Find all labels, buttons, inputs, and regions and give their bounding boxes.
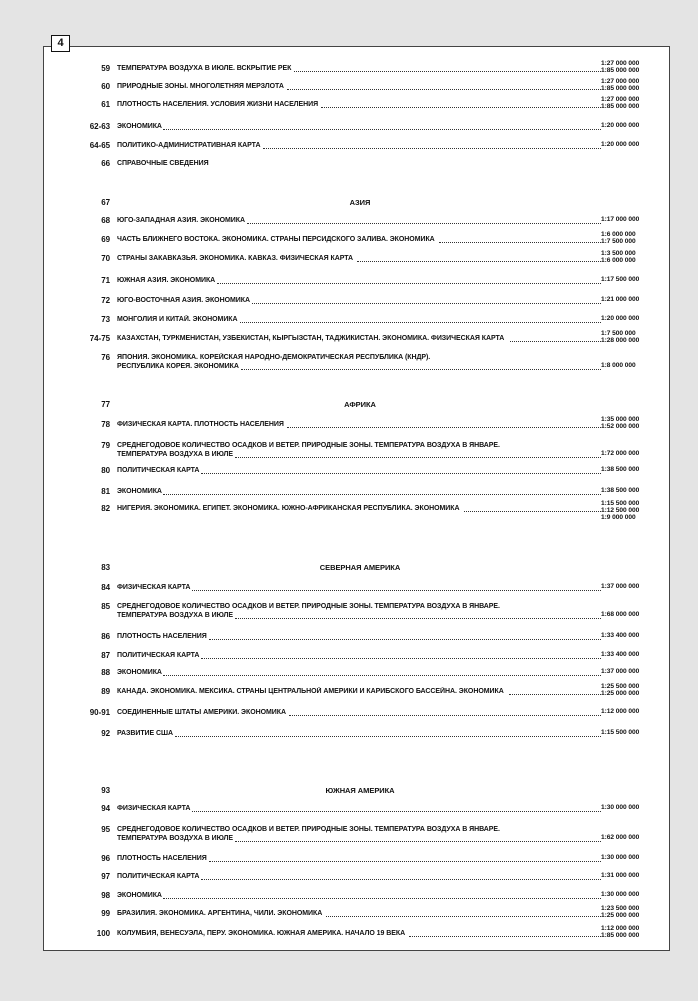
leader-dots <box>510 341 601 342</box>
page-ref: 61 <box>101 100 110 109</box>
leader-dots <box>287 427 601 428</box>
toc-row <box>0 353 698 377</box>
entry-title: ФИЗИЧЕСКАЯ КАРТА. ПЛОТНОСТЬ НАСЕЛЕНИЯ <box>117 421 284 428</box>
map-scale: 1:15 500 000 <box>601 729 640 736</box>
entry-title: СРЕДНЕГОДОВОЕ КОЛИЧЕСТВО ОСАДКОВ И ВЕТЕР. ПРИРОДНЫЕ ЗОНЫ. ТЕМПЕРАТУРА ВОЗДУХА В ЯНВАРЕ. <box>117 442 500 449</box>
map-scale: 1:85 000 000 <box>601 102 640 110</box>
page-ref: 76 <box>101 353 110 362</box>
entry-title: КАНАДА. ЭКОНОМИКА. МЕКСИКА. СТРАНЫ ЦЕНТРАЛЬНОЙ АМЕРИКИ И КАРИБСКОГО БАССЕЙНА. ЭКОНОМИКА <box>117 688 504 695</box>
page-ref: 96 <box>101 854 110 863</box>
entry-title: ТЕМПЕРАТУРА ВОЗДУХА В ИЮЛЕ. ВСКРЫТИЕ РЕК <box>117 65 292 72</box>
page-ref: 64-65 <box>89 141 110 150</box>
entry-title: ПЛОТНОСТЬ НАСЕЛЕНИЯ. УСЛОВИЯ ЖИЗНИ НАСЕЛЕНИЯ <box>117 101 319 108</box>
leader-dots <box>289 715 601 716</box>
toc-row <box>0 729 698 753</box>
map-scale: 1:12 000 000 <box>601 708 640 715</box>
page-ref: 85 <box>101 602 110 611</box>
page-ref: 92 <box>101 729 110 738</box>
leader-dots <box>163 129 601 130</box>
page-ref: 94 <box>101 804 110 813</box>
leader-dots <box>235 841 601 842</box>
entry-title: ТЕМПЕРАТУРА ВОЗДУХА В ИЮЛЕ <box>117 451 233 458</box>
entry-title: СРЕДНЕГОДОВОЕ КОЛИЧЕСТВО ОСАДКОВ И ВЕТЕР. ПРИРОДНЫЕ ЗОНЫ. ТЕМПЕРАТУРА ВОЗДУХА В ЯНВАРЕ. <box>117 826 500 833</box>
entry-title: ПЛОТНОСТЬ НАСЕЛЕНИЯ <box>117 633 207 640</box>
entry-title: РАЗВИТИЕ США <box>117 730 174 737</box>
entry-title: СРЕДНЕГОДОВОЕ КОЛИЧЕСТВО ОСАДКОВ И ВЕТЕР. ПРИРОДНЫЕ ЗОНЫ. ТЕМПЕРАТУРА ВОЗДУХА В ЯНВАРЕ. <box>117 603 500 610</box>
leader-dots <box>192 590 601 591</box>
map-scale: 1:6 000 000 <box>601 256 636 264</box>
entry-title: ПОЛИТИЧЕСКАЯ КАРТА <box>117 467 200 474</box>
page-ref: 70 <box>101 254 110 263</box>
map-scale: 1:20 000 000 <box>601 315 640 322</box>
toc-row <box>0 500 698 528</box>
leader-dots <box>464 511 601 512</box>
section-heading: ЮЖНАЯ АМЕРИКА <box>325 786 395 795</box>
entry-title: ТЕМПЕРАТУРА ВОЗДУХА В ИЮЛЕ <box>117 612 233 619</box>
entry-title: ЭКОНОМИКА <box>117 669 162 676</box>
map-scale: 1:68 000 000 <box>601 611 640 618</box>
map-scale: 1:33 400 000 <box>601 651 640 658</box>
leader-dots <box>326 916 601 917</box>
map-scale: 1:27 000 000 <box>601 96 640 103</box>
page-ref: 83 <box>101 563 110 572</box>
entry-title: РЕСПУБЛИКА КОРЕЯ. ЭКОНОМИКА <box>117 363 239 370</box>
leader-dots <box>235 457 601 458</box>
map-scale: 1:35 000 000 <box>601 416 640 423</box>
leader-dots <box>321 107 601 108</box>
map-scale: 1:38 500 000 <box>601 466 640 473</box>
leader-dots <box>357 261 601 262</box>
toc-row <box>0 96 698 124</box>
entry-title: БРАЗИЛИЯ. ЭКОНОМИКА. АРГЕНТИНА, ЧИЛИ. ЭКОНОМИКА <box>117 910 323 917</box>
leader-dots <box>247 223 601 224</box>
entry-title: ПОЛИТИКО-АДМИНИСТРАТИВНАЯ КАРТА <box>117 142 261 149</box>
page-ref: 67 <box>101 198 110 207</box>
leader-dots <box>439 242 601 243</box>
leader-dots <box>409 936 601 937</box>
page-ref: 88 <box>101 668 110 677</box>
entry-title: ЭКОНОМИКА <box>117 892 162 899</box>
map-scale: 1:27 000 000 <box>601 60 640 67</box>
page-ref: 66 <box>101 159 110 168</box>
leader-dots <box>163 675 601 676</box>
map-scale: 1:25 000 000 <box>601 689 640 697</box>
map-scale: 1:7 500 000 <box>601 330 636 337</box>
entry-title: ЯПОНИЯ. ЭКОНОМИКА. КОРЕЙСКАЯ НАРОДНО-ДЕМОКРАТИЧЕСКАЯ РЕСПУБЛИКА (КНДР). <box>117 354 431 361</box>
map-scale: 1:3 500 000 <box>601 250 636 257</box>
leader-dots <box>240 322 601 323</box>
page-ref: 80 <box>101 466 110 475</box>
map-scale: 1:25 000 000 <box>601 911 640 919</box>
leader-dots <box>163 898 601 899</box>
entry-title: ЧАСТЬ БЛИЖНЕГО ВОСТОКА. ЭКОНОМИКА. СТРАНЫ ПЕРСИДСКОГО ЗАЛИВА. ЭКОНОМИКА <box>117 236 435 243</box>
entry-title: НИГЕРИЯ. ЭКОНОМИКА. ЕГИПЕТ. ЭКОНОМИКА. ЮЖНО-АФРИКАНСКАЯ РЕСПУБЛИКА. ЭКОНОМИКА <box>117 505 460 512</box>
entry-title: ПОЛИТИЧЕСКАЯ КАРТА <box>117 873 200 880</box>
entry-title: СТРАНЫ ЗАКАВКАЗЬЯ. ЭКОНОМИКА. КАВКАЗ. ФИЗИЧЕСКАЯ КАРТА <box>117 255 354 262</box>
toc-row <box>0 159 698 183</box>
page-ref: 77 <box>101 400 110 409</box>
toc-row <box>0 925 698 953</box>
map-scale: 1:37 000 000 <box>601 583 640 590</box>
entry-title: ЮЖНАЯ АЗИЯ. ЭКОНОМИКА <box>117 277 216 284</box>
section-heading: СЕВЕРНАЯ АМЕРИКА <box>319 563 401 572</box>
page-ref: 78 <box>101 420 110 429</box>
page-ref: 62-63 <box>89 122 110 131</box>
page-ref: 60 <box>101 82 110 91</box>
toc-row <box>0 602 698 626</box>
leader-dots <box>263 148 601 149</box>
page-ref: 82 <box>101 504 110 513</box>
leader-dots <box>201 879 601 880</box>
map-scale: 1:20 000 000 <box>601 122 640 129</box>
map-scale: 1:21 000 000 <box>601 296 640 303</box>
map-scale: 1:33 400 000 <box>601 632 640 639</box>
page-ref: 74-75 <box>89 334 110 343</box>
entry-title: ПОЛИТИЧЕСКАЯ КАРТА <box>117 652 200 659</box>
map-scale: 1:37 000 000 <box>601 668 640 675</box>
map-scale: 1:12 000 000 <box>601 925 640 932</box>
map-scale: 1:20 000 000 <box>601 141 640 148</box>
leader-dots <box>201 658 601 659</box>
entry-title: СПРАВОЧНЫЕ СВЕДЕНИЯ <box>117 160 209 167</box>
section-heading: АФРИКА <box>344 400 376 409</box>
entry-title: ЭКОНОМИКА <box>117 488 162 495</box>
entry-title: КОЛУМБИЯ, ВЕНЕСУЭЛА, ПЕРУ. ЭКОНОМИКА. ЮЖНАЯ АМЕРИКА. НАЧАЛО 19 ВЕКА <box>117 930 406 937</box>
map-scale: 1:6 000 000 <box>601 231 636 238</box>
page-number: 4 <box>51 35 70 52</box>
map-scale: 1:15 500 000 <box>601 500 640 507</box>
leader-dots <box>192 811 601 812</box>
leader-dots <box>175 736 601 737</box>
page-ref: 98 <box>101 891 110 900</box>
entry-title: МОНГОЛИЯ И КИТАЙ. ЭКОНОМИКА <box>117 316 238 323</box>
map-scale: 1:23 500 000 <box>601 905 640 912</box>
map-scale: 1:85 000 000 <box>601 84 640 92</box>
entry-title: ПЛОТНОСТЬ НАСЕЛЕНИЯ <box>117 855 207 862</box>
page-ref: 73 <box>101 315 110 324</box>
entry-title: СОЕДИНЕННЫЕ ШТАТЫ АМЕРИКИ. ЭКОНОМИКА <box>117 709 286 716</box>
leader-dots <box>209 861 601 862</box>
map-scale: 1:30 000 000 <box>601 891 640 898</box>
leader-dots <box>217 283 601 284</box>
entry-title: ЮГО-ВОСТОЧНАЯ АЗИЯ. ЭКОНОМИКА <box>117 297 250 304</box>
entry-title: ФИЗИЧЕСКАЯ КАРТА <box>117 805 191 812</box>
map-scale: 1:85 000 000 <box>601 931 640 939</box>
entry-title: ЮГО-ЗАПАДНАЯ АЗИЯ. ЭКОНОМИКА <box>117 217 246 224</box>
page-ref: 87 <box>101 651 110 660</box>
entry-title: ТЕМПЕРАТУРА ВОЗДУХА В ИЮЛЕ <box>117 835 233 842</box>
toc-row <box>0 250 698 278</box>
leader-dots <box>235 618 601 619</box>
page-ref: 95 <box>101 825 110 834</box>
page-ref: 90-91 <box>89 708 110 717</box>
page-ref: 84 <box>101 583 110 592</box>
leader-dots <box>201 473 601 474</box>
leader-dots <box>209 639 601 640</box>
map-scale: 1:30 000 000 <box>601 804 640 811</box>
page-ref: 86 <box>101 632 110 641</box>
toc-row <box>0 825 698 849</box>
page-ref: 93 <box>101 786 110 795</box>
page-ref: 79 <box>101 441 110 450</box>
map-scale: 1:12 500 000 <box>601 506 640 514</box>
map-scale: 1:31 000 000 <box>601 872 640 879</box>
map-scale: 1:52 000 000 <box>601 422 640 430</box>
map-scale: 1:25 500 000 <box>601 683 640 690</box>
page-ref: 72 <box>101 296 110 305</box>
map-scale: 1:9 000 000 <box>601 513 636 521</box>
map-scale: 1:62 000 000 <box>601 834 640 841</box>
leader-dots <box>509 694 601 695</box>
entry-title: ЭКОНОМИКА <box>117 123 162 130</box>
page-ref: 81 <box>101 487 110 496</box>
page-ref: 68 <box>101 216 110 225</box>
leader-dots <box>252 303 601 304</box>
page-ref: 71 <box>101 276 110 285</box>
map-scale: 1:27 000 000 <box>601 78 640 85</box>
leader-dots <box>241 369 601 370</box>
map-scale: 1:72 000 000 <box>601 450 640 457</box>
map-scale: 1:17 500 000 <box>601 276 640 283</box>
leader-dots <box>163 494 601 495</box>
map-scale: 1:85 000 000 <box>601 66 640 74</box>
entry-title: КАЗАХСТАН, ТУРКМЕНИСТАН, УЗБЕКИСТАН, КЫРГЫЗСТАН, ТАДЖИКИСТАН. ЭКОНОМИКА. ФИЗИЧЕСКАЯ КАРТА <box>117 335 505 342</box>
map-scale: 1:8 000 000 <box>601 362 636 369</box>
map-scale: 1:17 000 000 <box>601 216 640 223</box>
page-ref: 59 <box>101 64 110 73</box>
entry-title: ПРИРОДНЫЕ ЗОНЫ. МНОГОЛЕТНЯЯ МЕРЗЛОТА <box>117 83 284 90</box>
page-ref: 97 <box>101 872 110 881</box>
leader-dots <box>294 71 601 72</box>
section-heading: АЗИЯ <box>349 198 371 207</box>
map-scale: 1:28 000 000 <box>601 336 640 344</box>
map-scale: 1:7 500 000 <box>601 237 636 245</box>
map-scale: 1:38 500 000 <box>601 487 640 494</box>
toc-row <box>0 441 698 465</box>
page-ref: 99 <box>101 909 110 918</box>
page-ref: 100 <box>96 929 110 938</box>
page-ref: 69 <box>101 235 110 244</box>
page-ref: 89 <box>101 687 110 696</box>
map-scale: 1:30 000 000 <box>601 854 640 861</box>
entry-title: ФИЗИЧЕСКАЯ КАРТА <box>117 584 191 591</box>
leader-dots <box>287 89 601 90</box>
